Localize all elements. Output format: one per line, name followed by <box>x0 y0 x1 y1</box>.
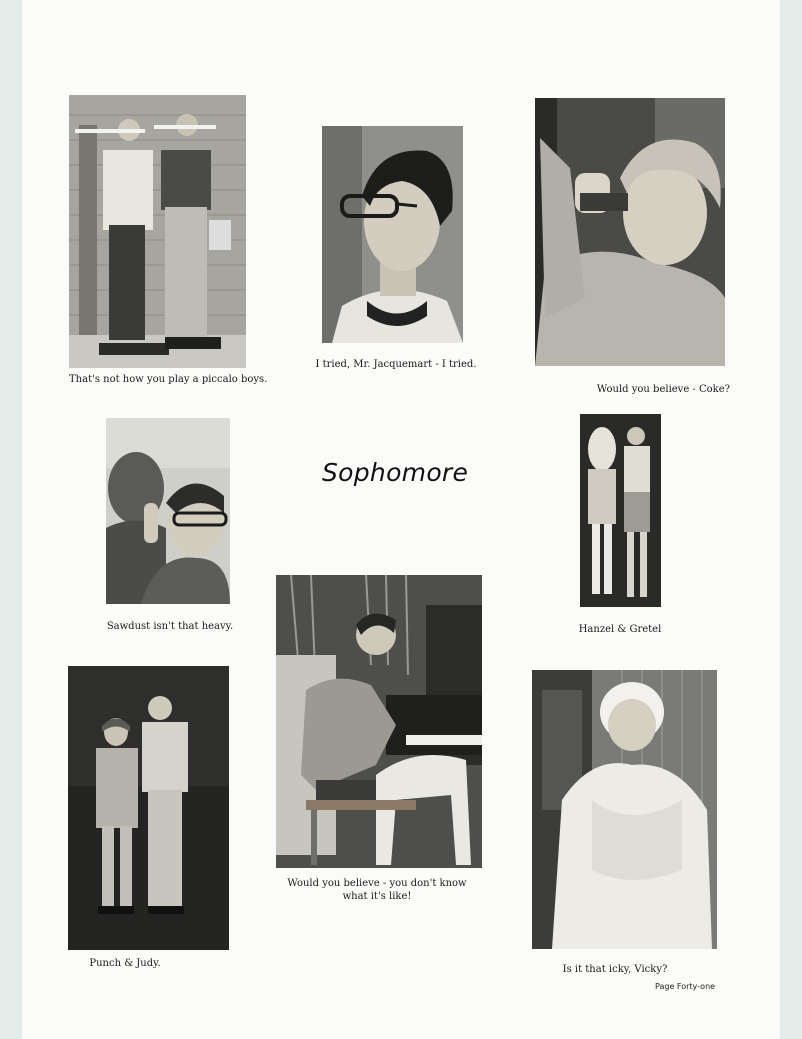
caption-punch-judy: Punch & Judy. <box>89 958 161 969</box>
photo-punch-judy <box>68 666 229 950</box>
photo-jacquemart <box>322 126 463 343</box>
caption-vicky: Is it that icky, Vicky? <box>562 964 668 975</box>
photo-piccolo-boys <box>69 95 246 368</box>
photo-sawdust <box>106 418 230 604</box>
caption-coke: Would you believe - Coke? <box>596 384 730 395</box>
section-title: Sophomore <box>322 458 469 487</box>
photo-coke <box>535 98 725 366</box>
photo-piano <box>276 575 482 868</box>
caption-hanzel-gretel: Hanzel & Gretel <box>578 624 662 635</box>
photo-hanzel-gretel <box>580 414 661 607</box>
photo-vicky <box>532 670 717 949</box>
caption-jacquemart: I tried, Mr. Jacquemart - I tried. <box>315 359 477 370</box>
caption-piano-line2: what it's like! <box>342 891 412 902</box>
caption-piano-line1: Would you believe - you don't know <box>287 878 467 889</box>
page-folio: Page Forty-one <box>655 982 716 991</box>
caption-sawdust: Sawdust isn't that heavy. <box>106 621 234 632</box>
caption-piano <box>262 877 492 903</box>
caption-piccolo-boys: That's not how you play a piccalo boys. <box>69 374 268 385</box>
